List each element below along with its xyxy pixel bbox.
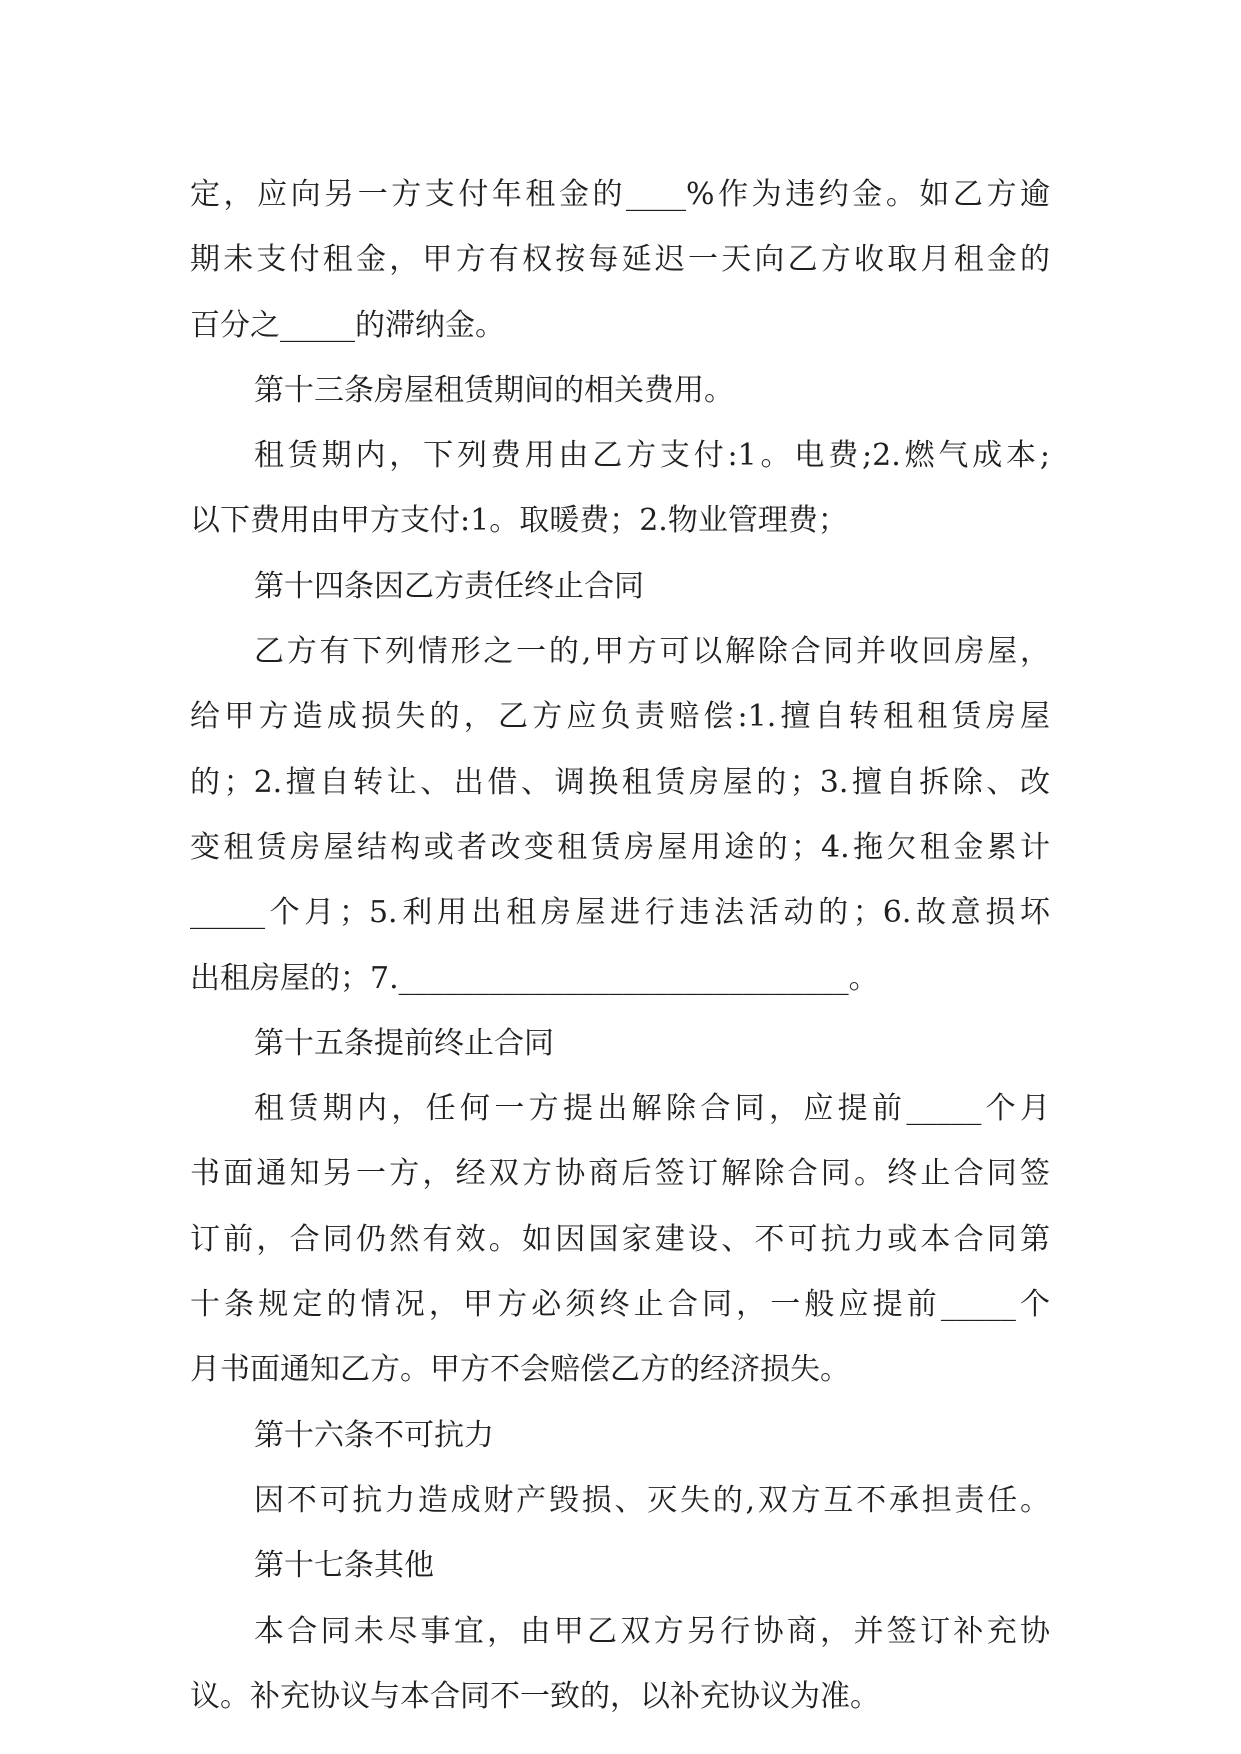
paragraph-line: 百分之_____的滞纳金。	[190, 307, 505, 343]
article-14-heading: 第十四条因乙方责任终止合同	[254, 568, 644, 604]
paragraph-line: 议。补充协议与本合同不一致的，以补充协议为准。	[190, 1678, 880, 1714]
paragraph-line: 以下费用由甲方支付:1。取暖费；2.物业管理费；	[190, 503, 848, 539]
paragraph-line: 书面通知另一方，经双方协商后签订解除合同。终止合同签	[190, 1156, 1050, 1192]
document-page	[190, 162, 1050, 1729]
article-16-heading: 第十六条不可抗力	[254, 1417, 494, 1453]
paragraph-line: 因不可抗力造成财产毁损、灭失的,双方互不承担责任。	[254, 1482, 1050, 1518]
article-15-heading: 第十五条提前终止合同	[254, 1025, 554, 1061]
paragraph-line: 给甲方造成损失的，乙方应负责赔偿:1.擅自转租租赁房屋	[190, 699, 1050, 735]
paragraph-line: _____个月；5.利用出租房屋进行违法活动的；6.故意损坏	[190, 895, 1050, 931]
paragraph-line: 本合同未尽事宜，由甲乙双方另行协商，并签订补充协	[254, 1613, 1050, 1649]
paragraph-line: 租赁期内，任何一方提出解除合同，应提前_____个月	[254, 1091, 1050, 1127]
article-13-heading: 第十三条房屋租赁期间的相关费用。	[254, 372, 734, 408]
paragraph-line: 出租房屋的；7.______________________________。	[190, 960, 879, 996]
paragraph-line: 变租赁房屋结构或者改变租赁房屋用途的；4.拖欠租金累计	[190, 829, 1050, 865]
paragraph-line: 乙方有下列情形之一的,甲方可以解除合同并收回房屋，	[254, 634, 1050, 670]
article-17-heading: 第十七条其他	[254, 1548, 434, 1584]
paragraph-line: 期未支付租金，甲方有权按每延迟一天向乙方收取月租金的	[190, 242, 1050, 278]
paragraph-line: 租赁期内，下列费用由乙方支付:1。电费;2.燃气成本;	[254, 438, 1050, 474]
paragraph-line: 的；2.擅自转让、出借、调换租赁房屋的；3.擅自拆除、改	[190, 764, 1050, 800]
paragraph-line: 订前，合同仍然有效。如因国家建设、不可抗力或本合同第	[190, 1221, 1050, 1257]
paragraph-line: 月书面通知乙方。甲方不会赔偿乙方的经济损失。	[190, 1352, 850, 1388]
paragraph-line: 定，应向另一方支付年租金的____%作为违约金。如乙方逾	[190, 177, 1050, 212]
paragraph-line: 十条规定的情况，甲方必须终止合同，一般应提前_____个	[190, 1287, 1050, 1323]
